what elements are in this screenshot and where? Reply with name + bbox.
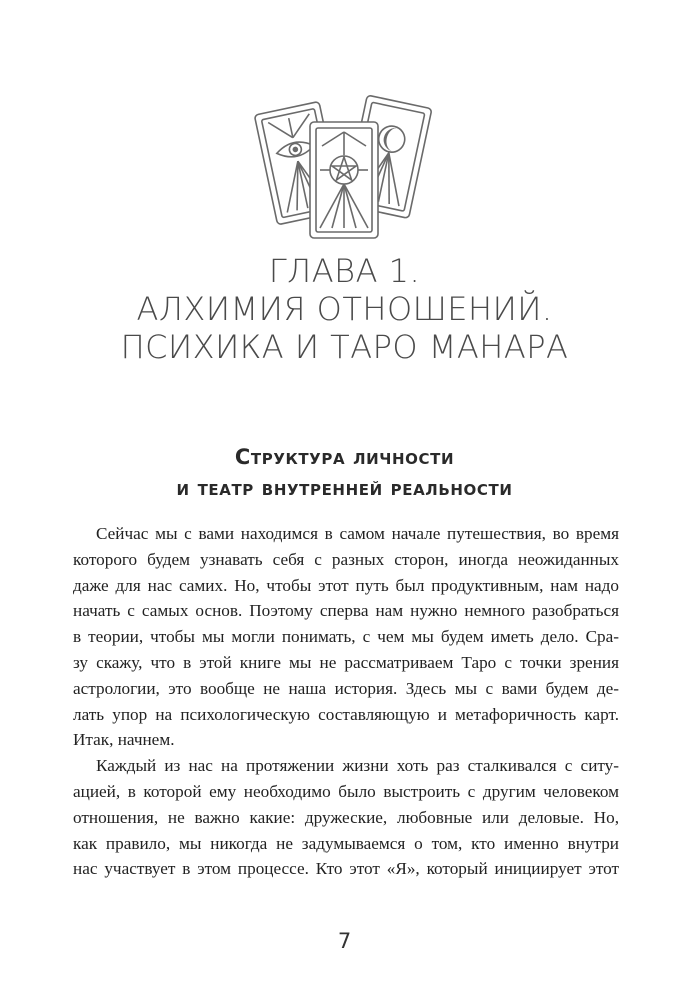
text-line: Итак, начнем. [73,730,175,750]
text-line: в теории, чтобы мы могли понимать, с чем мы будем иметь дело. Сра- [73,627,619,647]
text-line: зу скажу, что в этой книге мы не рассматриваем Таро с точки зрения [73,652,619,672]
tarot-cards-illustration [244,86,444,246]
section-title-line: и театр внутренней реальности [176,476,513,500]
middle-card [310,122,378,238]
paragraph [73,753,619,882]
text-line: отношения, не важно какие: дружеские, любовные или деловые. Но, [73,807,619,827]
page-number: 7 [337,929,352,953]
chapter-title-line: АЛХИМИЯ ОТНОШЕНИЙ. [136,290,553,328]
text-line: Сейчас мы с вами находимся в самом начале путешествия, во время [96,524,619,543]
text-line: ацией, в которой ему необходимо было выстроить с другим человеком [73,781,619,801]
text-line: лать упор на психологическую составляющую и метафоричность карт. [73,704,619,724]
text-line: Каждый из нас на протяжении жизни хоть раз сталкивался с ситу- [96,756,619,776]
paragraph [73,521,619,753]
text-line: которого будем узнавать себя с разных сторон, иногда неожиданных [73,549,619,569]
text-line: как правило, мы никогда не задумываемся о том, кто именно внутри [73,833,619,853]
text-line: даже для нас самих. Но, чтобы этот путь был продуктивным, нам надо [73,575,619,595]
section-title-line: Структура личности [234,445,455,469]
chapter-title-line: ПСИХИКА И ТАРО МАНАРА [120,328,569,366]
text-line: астрологии, это вообще не наша история. Здесь мы с вами будем де- [73,678,619,698]
tarot-cards-icon [244,86,444,246]
chapter-title-line: ГЛАВА 1. [268,252,421,290]
section-title [0,442,689,504]
text-line: начать с самых основ. Поэтому сперва нам нужно немного разобраться [73,601,619,621]
chapter-title [0,252,689,366]
text-line: нас участвует в этом процессе. Кто этот «Я», который инициирует этот [73,859,619,879]
body-text [73,521,619,882]
